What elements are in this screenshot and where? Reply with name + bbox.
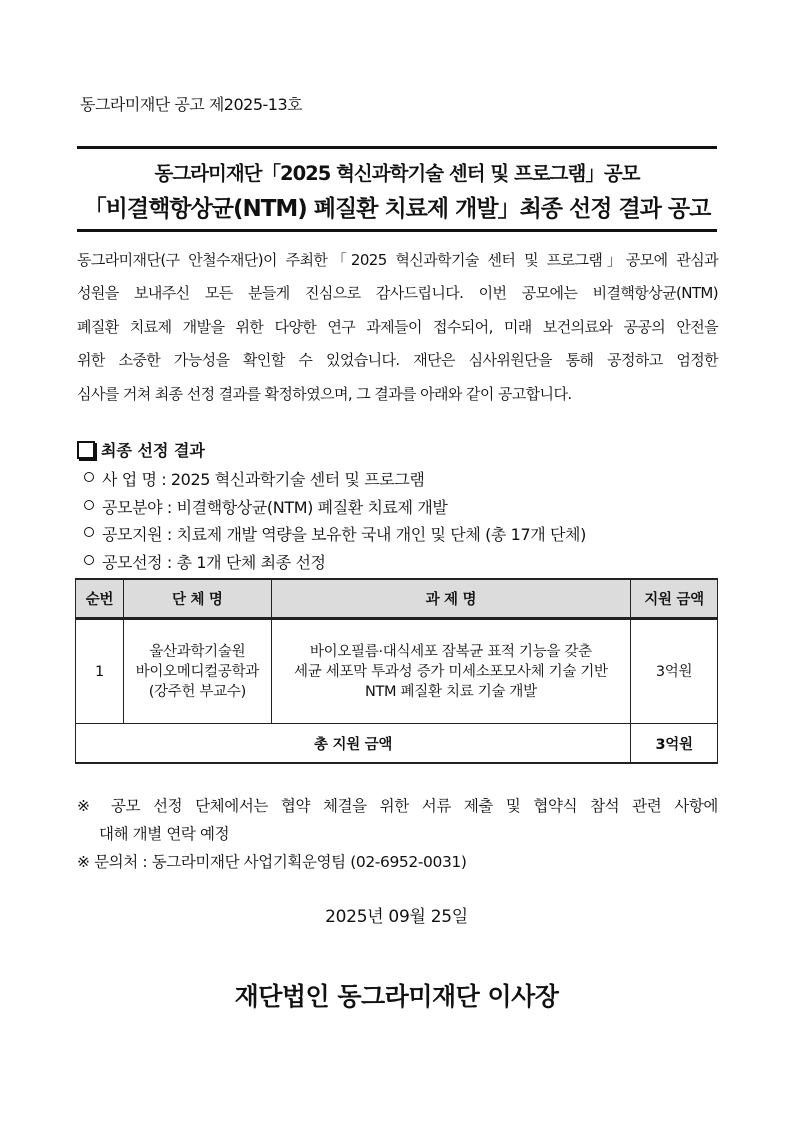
note-1-line-1: ※ 공모 선정 단체에서는 협약 체결을 위한 서류 제출 및 협약식 참석 관련 사항에 xyxy=(77,797,718,815)
announcement-date: 2025년 09월 25일 xyxy=(325,907,468,927)
title-line-1: 동그라미재단「2025 혁신과학기술 센터 및 프로그램」공모 xyxy=(154,162,640,185)
checkbox-square-icon xyxy=(77,441,95,459)
top-divider xyxy=(77,146,717,149)
circle-bullet-icon xyxy=(84,472,94,482)
notes xyxy=(77,792,718,876)
intro-line: 동그라미재단(구 안철수재단)이 주최한「2025 혁신과학기술 센터 및 프로그램」공모에 관심과 xyxy=(77,251,718,269)
section-heading xyxy=(77,438,205,461)
project-line: NTM 폐질환 치료 기술 개발 xyxy=(364,683,537,700)
cell-no: 1 xyxy=(76,619,124,724)
intro-line: 위한 소중한 가능성을 확인할 수 있었습니다. 재단은 심사위원단을 통해 공정하고 엄정한 xyxy=(77,351,718,370)
table-header-row xyxy=(76,579,718,619)
list-item xyxy=(84,549,586,577)
table-row xyxy=(76,619,718,724)
org-line: (강주헌 부교수) xyxy=(148,683,246,700)
intro-line: 심사를 거쳐 최종 선정 결과를 확정하였으며, 그 결과를 아래와 같이 공고합니다. xyxy=(77,384,572,403)
summary-list xyxy=(84,466,586,576)
header-project: 과 제 명 xyxy=(271,579,630,619)
org-line: 울산과학기술원 xyxy=(149,643,246,660)
cell-project xyxy=(271,619,630,724)
cell-org xyxy=(123,619,271,724)
signature: 재단법인 동그라미재단 이사장 xyxy=(234,982,559,1011)
org-line: 바이오메디컬공학과 xyxy=(135,663,259,680)
cell-amount: 3억원 xyxy=(631,619,718,724)
header-org: 단 체 명 xyxy=(123,579,271,619)
list-item xyxy=(84,521,586,549)
circle-bullet-icon xyxy=(84,527,94,537)
list-item-text: 공모지원 : 치료제 개발 역량을 보유한 국내 개인 및 단체 (총 17개 단체) xyxy=(102,525,586,544)
document-number: 동그라미재단 공고 제2025-13호 xyxy=(80,95,303,114)
project-line: 세균 세포막 투과성 증가 미세소포모사체 기술 기반 xyxy=(294,663,608,680)
intro-paragraph xyxy=(77,244,718,411)
header-amount: 지원 금액 xyxy=(631,579,718,619)
list-item-text: 사 업 명 : 2025 혁신과학기술 센터 및 프로그램 xyxy=(102,470,425,489)
list-item xyxy=(84,466,586,494)
intro-line: 폐질환 치료제 개발을 위한 다양한 연구 과제들이 접수되어, 미래 보건의료와 공공의 안전을 xyxy=(77,317,718,336)
circle-bullet-icon xyxy=(84,555,94,565)
section-heading-text: 최종 선정 결과 xyxy=(101,441,205,460)
header-no: 순번 xyxy=(76,579,124,619)
bottom-divider xyxy=(77,229,717,232)
note-2-contact: ※ 문의처 : 동그라미재단 사업기획운영팀 (02-6952-0031) xyxy=(77,853,467,871)
results-table xyxy=(75,578,718,764)
list-item xyxy=(84,494,586,522)
table-total-row xyxy=(76,724,718,764)
circle-bullet-icon xyxy=(84,500,94,510)
list-item-text: 공모선정 : 총 1개 단체 최종 선정 xyxy=(102,552,326,572)
title-line-2: 「비결핵항상균(NTM) 폐질환 치료제 개발」최종 선정 결과 공고 xyxy=(83,196,711,222)
total-amount: 3억원 xyxy=(631,724,718,764)
list-item-text: 공모분야 : 비결핵항상균(NTM) 폐질환 치료제 개발 xyxy=(102,497,448,517)
note-1-line-2: 대해 개별 연락 예정 xyxy=(99,825,230,843)
total-label: 총 지원 금액 xyxy=(76,724,631,764)
project-line: 바이오필름·대식세포 잠복균 표적 기능을 갖춘 xyxy=(309,643,592,660)
intro-line: 성원을 보내주신 모든 분들게 진심으로 감사드립니다. 이번 공모에는 비결핵항상균(NTM) xyxy=(77,284,718,303)
